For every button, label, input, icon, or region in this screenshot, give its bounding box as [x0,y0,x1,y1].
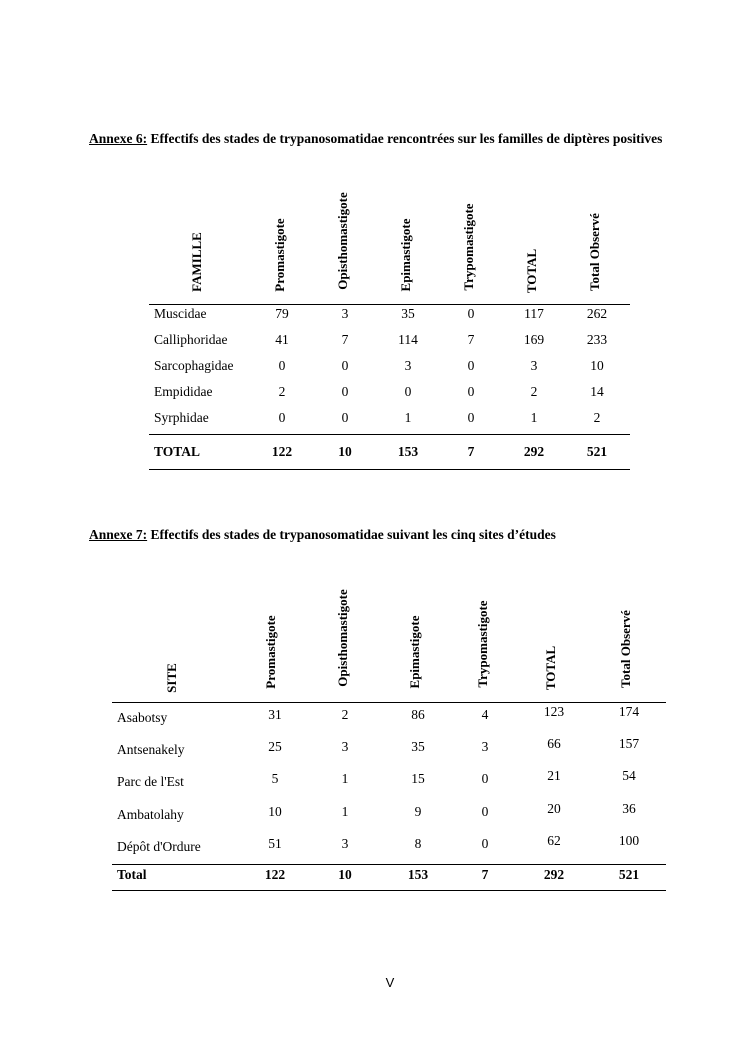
table-cell: 21 [547,768,561,783]
table-cell: 10 [338,444,352,459]
table-cell: 7 [467,332,475,347]
table-cell: 14 [590,384,604,399]
table-cell: 157 [618,736,640,751]
table-cell: 153 [407,867,429,882]
table-cell: 262 [586,306,608,321]
table-cell: 0 [467,384,475,399]
table-cell: 174 [618,704,640,719]
table-cell: 10 [590,358,604,373]
table-cell: 79 [275,306,289,321]
table-cell: 0 [481,771,489,786]
table-cell: 122 [271,444,293,459]
row-label: Ambatolahy [117,807,184,822]
table-cell: 7 [481,867,489,882]
table-cell: 122 [264,867,286,882]
table-cell: 31 [268,707,282,722]
table-cell: 35 [411,739,425,754]
table-cell: 2 [341,707,349,722]
table-cell: 2 [530,384,538,399]
annexe-6-col-header: Total Observé [587,213,602,291]
table-cell: 153 [397,444,419,459]
annexe-7-caption [89,526,690,543]
table-cell: 292 [543,867,565,882]
table-cell: 2 [593,410,601,425]
table-cell: 0 [341,410,349,425]
table-cell: 1 [341,804,349,819]
annexe-7-col-header: TOTAL [543,645,558,691]
table-cell: 3 [530,358,538,373]
table-cell: 35 [401,306,415,321]
row-label: Dépôt d'Ordure [117,839,201,854]
row-label: Sarcophagidae [154,358,234,373]
row-label: Antsenakely [117,742,185,757]
table-cell: 3 [341,739,349,754]
annexe-6-caption [89,130,690,147]
annexe-7-col-header: Trypomastigote [475,600,490,688]
annexe-6-label: Annexe 6: [89,131,148,146]
table-cell: 41 [275,332,289,347]
annexe-7-col-header: Total Observé [618,610,633,688]
annexe-6-title: Effectifs des stades de trypanosomatidae rencontrées sur les familles de diptères positives [147,131,663,146]
table-cell: 10 [268,804,282,819]
table-cell: 1 [530,410,538,425]
row-label: Calliphoridae [154,332,228,347]
row-label: Asabotsy [117,710,168,725]
page-number: V [385,975,395,990]
table-cell: 114 [398,332,418,347]
table-cell: 123 [543,704,565,719]
annexe-7-bottom-rule [112,890,666,891]
table-cell: 62 [547,833,561,848]
annexe-6-col-header: Opisthomastigote [335,192,350,290]
table-cell: 3 [341,306,349,321]
row-label: Total [117,867,147,882]
table-cell: 1 [404,410,412,425]
annexe-7-header-rule [112,702,666,703]
annexe-7-first-header: SITE [164,663,179,693]
annexe-6-col-header: Epimastigote [398,218,413,292]
table-cell: 15 [411,771,425,786]
table-cell: 100 [618,833,640,848]
table-cell: 0 [481,804,489,819]
table-cell: 4 [481,707,489,722]
table-cell: 7 [341,332,349,347]
table-cell: 117 [524,306,544,321]
table-cell: 86 [411,707,425,722]
annexe-6-col-header: Trypomastigote [461,203,476,291]
table-cell: 292 [523,444,545,459]
row-label: TOTAL [154,444,201,459]
table-cell: 54 [622,768,636,783]
table-cell: 0 [341,358,349,373]
annexe-7-title: Effectifs des stades de trypanosomatidae suivant les cinq sites d’études [147,527,556,542]
table-cell: 1 [341,771,349,786]
table-cell: 0 [404,384,412,399]
annexe-6-col-header: Promastigote [272,218,287,292]
table-cell: 5 [271,771,279,786]
row-label: Syrphidae [154,410,209,425]
table-cell: 0 [467,358,475,373]
table-cell: 9 [414,804,422,819]
table-cell: 8 [414,836,422,851]
table-cell: 169 [523,332,545,347]
table-cell: 521 [618,867,640,882]
annexe-7-col-header: Opisthomastigote [335,589,350,687]
table-cell: 0 [278,358,286,373]
table-cell: 66 [547,736,561,751]
annexe-6-first-header: FAMILLE [189,232,204,292]
row-label: Parc de l'Est [117,774,184,789]
table-cell: 0 [278,410,286,425]
table-cell: 36 [622,801,636,816]
row-label: Empididae [154,384,213,399]
annexe-6-col-header: TOTAL [524,248,539,294]
table-cell: 3 [341,836,349,851]
table-cell: 51 [268,836,282,851]
table-cell: 20 [547,801,561,816]
table-cell: 25 [268,739,282,754]
table-cell: 0 [341,384,349,399]
table-cell: 2 [278,384,286,399]
annexe-6-header-rule [149,304,630,305]
row-label: Muscidae [154,306,207,321]
annexe-7-label: Annexe 7: [89,527,148,542]
annexe-6-bottom-rule [149,469,630,470]
annexe-7-col-header: Promastigote [263,615,278,689]
table-cell: 7 [467,444,475,459]
table-cell: 0 [467,410,475,425]
annexe-7-total-rule [112,864,666,865]
table-cell: 0 [467,306,475,321]
table-cell: 0 [481,836,489,851]
annexe-7-col-header: Epimastigote [407,615,422,689]
table-cell: 3 [481,739,489,754]
table-cell: 233 [586,332,608,347]
annexe-6-total-rule [149,434,630,435]
table-cell: 3 [404,358,412,373]
table-cell: 10 [338,867,352,882]
table-cell: 521 [586,444,608,459]
